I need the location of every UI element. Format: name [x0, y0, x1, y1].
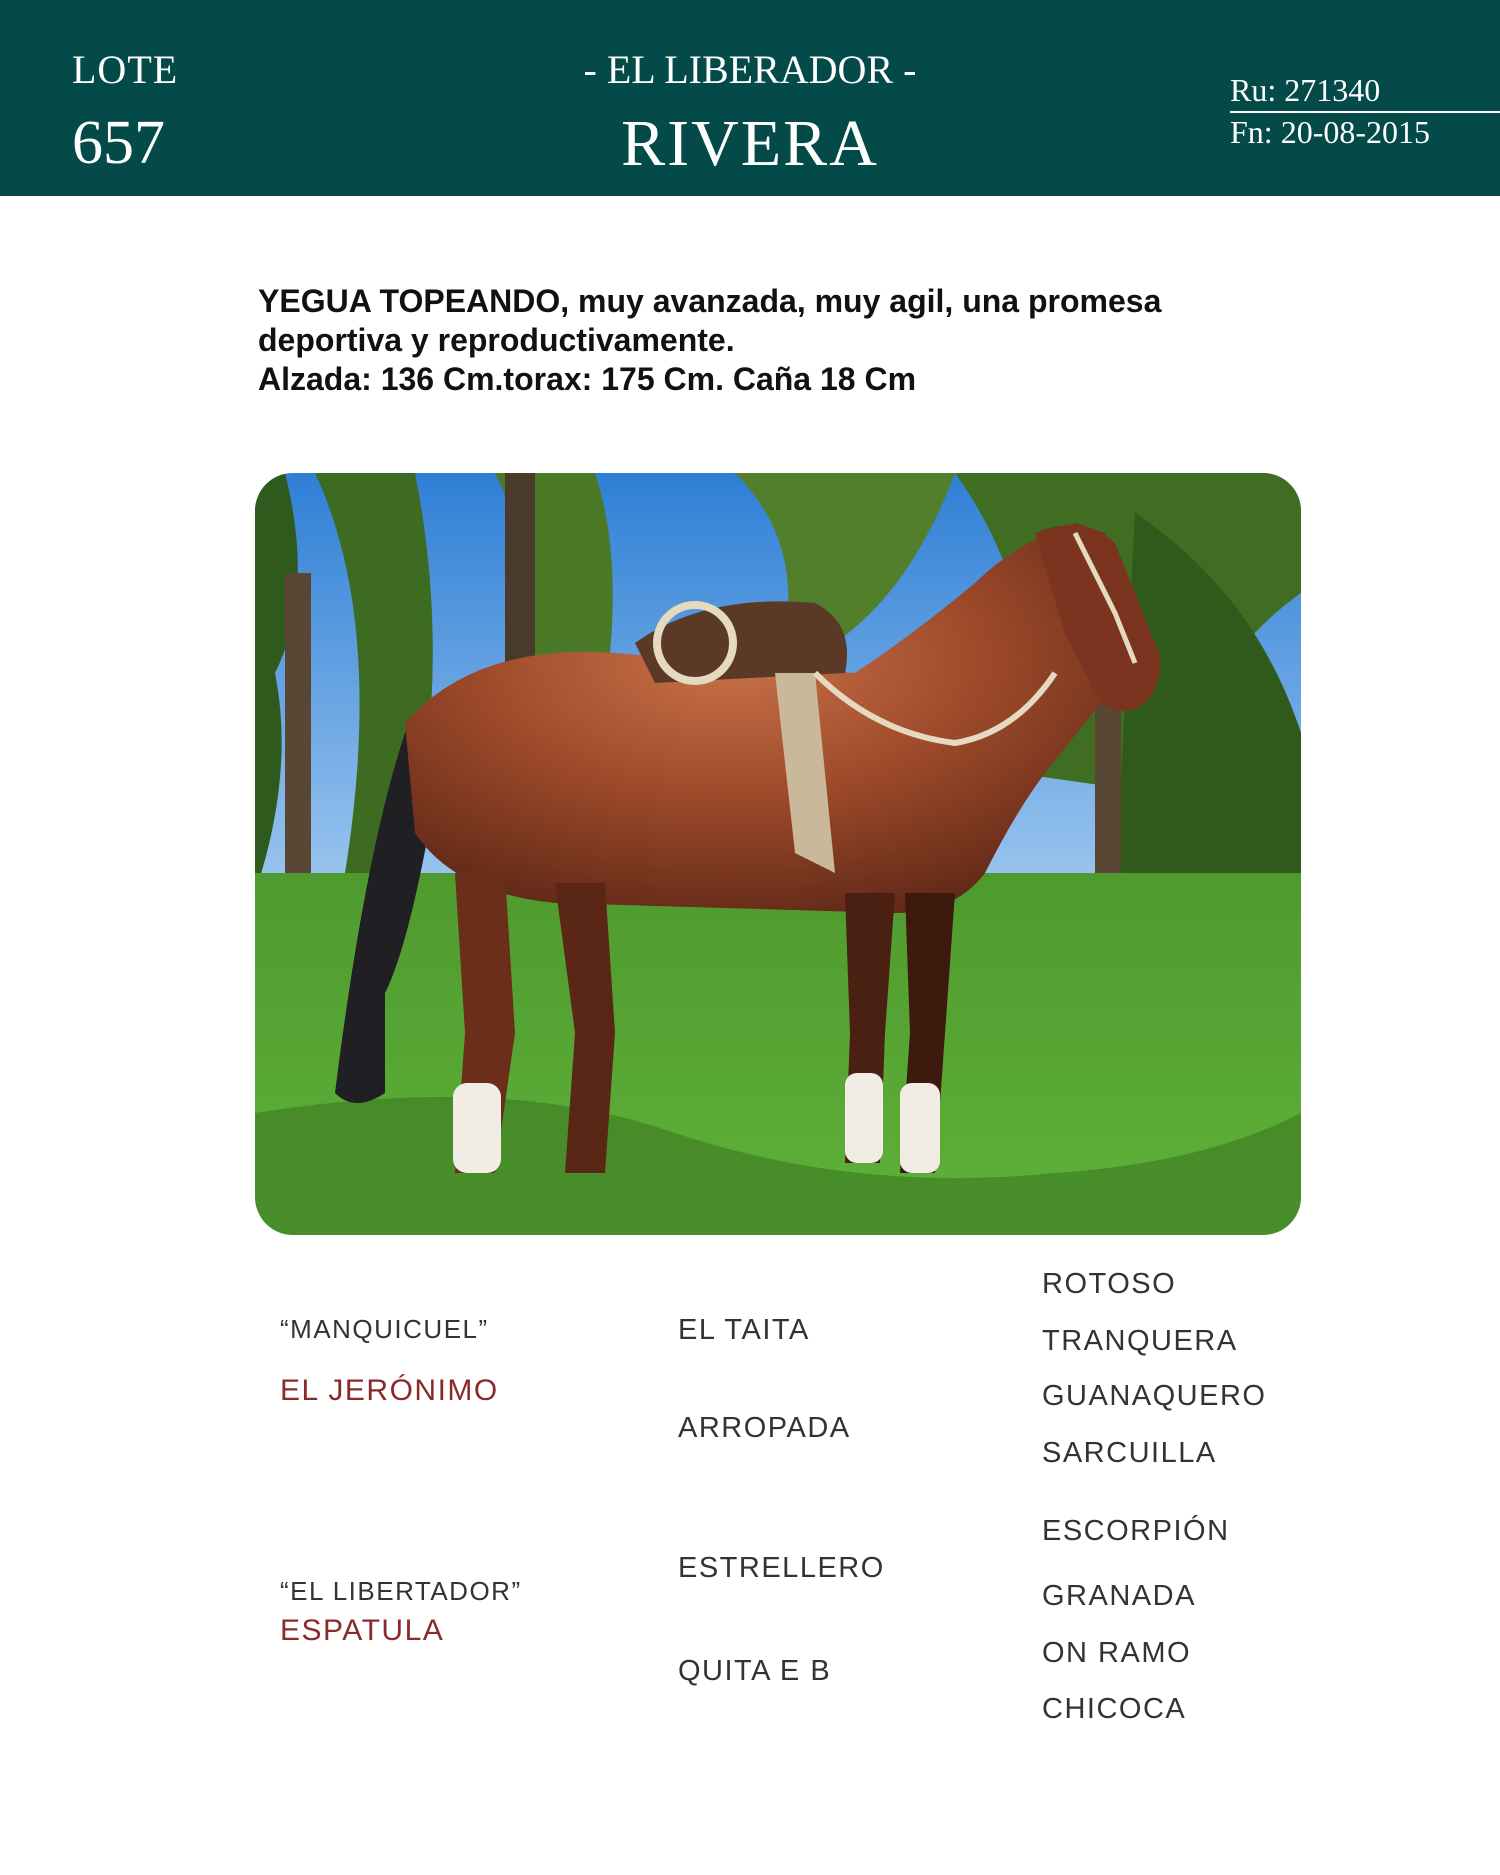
lot-label: LOTE	[72, 47, 179, 92]
horse-photo	[255, 473, 1301, 1235]
description-text: , muy avanzada, muy agil, una promesa deportiva y reproductivamente.	[258, 283, 1162, 358]
great-grandparent-2: TRANQUERA	[1042, 1325, 1238, 1357]
grandparent-4: QUITA E B	[678, 1655, 832, 1687]
registry-divider	[1230, 111, 1500, 113]
grandparent-1: EL TAITA	[678, 1314, 810, 1346]
great-grandparent-6: GRANADA	[1042, 1580, 1196, 1612]
sire-name: EL JERÓNIMO	[280, 1374, 499, 1407]
registry-number: Ru: 271340	[1230, 72, 1381, 108]
great-grandparent-3: GUANAQUERO	[1042, 1380, 1267, 1412]
great-grandparent-8: CHICOCA	[1042, 1693, 1187, 1725]
great-grandparent-5: ESCORPIÓN	[1042, 1515, 1230, 1547]
lot-header	[0, 0, 1500, 196]
lot-number: 657	[72, 109, 165, 177]
grandparent-3: ESTRELLERO	[678, 1552, 885, 1584]
horse-photo-illustration	[255, 473, 1301, 1235]
great-grandparent-7: ON RAMO	[1042, 1637, 1192, 1669]
sire-nickname: “MANQUICUEL”	[280, 1314, 489, 1344]
dam-nickname: “EL LIBERTADOR”	[280, 1576, 522, 1606]
horse-description	[258, 282, 1298, 399]
dam-name: ESPATULA	[280, 1614, 445, 1647]
great-grandparent-1: ROTOSO	[1042, 1268, 1177, 1300]
grandparent-2: ARROPADA	[678, 1412, 851, 1444]
birth-date: Fn: 20-08-2015	[1230, 114, 1430, 150]
description-lead: YEGUA TOPEANDO	[258, 283, 561, 319]
breeder-subtitle: - EL LIBERADOR -	[583, 47, 917, 92]
description-measures: Alzada: 136 Cm.torax: 175 Cm. Caña 18 Cm	[258, 361, 917, 397]
horse-name: RIVERA	[621, 107, 879, 180]
great-grandparent-4: SARCUILLA	[1042, 1437, 1217, 1469]
